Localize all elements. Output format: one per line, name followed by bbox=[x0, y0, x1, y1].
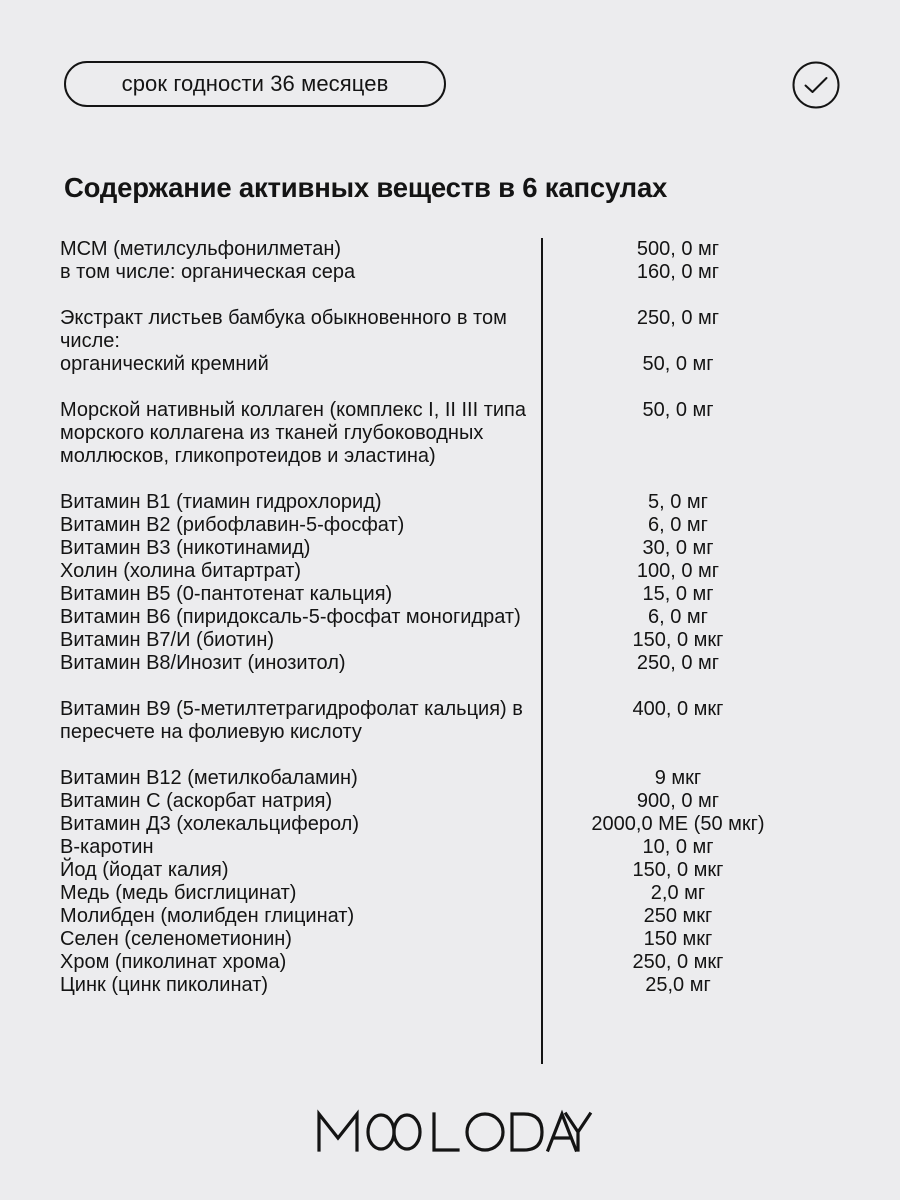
ingredient-amount: 2,0 мг bbox=[650, 882, 706, 904]
ingredient-amount: 160, 0 мг bbox=[636, 261, 720, 283]
table-row bbox=[60, 560, 840, 583]
ingredient-amount: 100, 0 мг bbox=[636, 560, 720, 582]
ingredient-amount: 250, 0 мкг bbox=[632, 951, 724, 973]
ingredient-amount: 6, 0 мг bbox=[648, 606, 708, 628]
table-row bbox=[60, 859, 840, 882]
shelf-life-label: срок годности 36 месяцев bbox=[121, 71, 389, 96]
table-row bbox=[60, 790, 840, 813]
ingredient-name: Витамин В12 (метилкобаламин) bbox=[60, 767, 358, 789]
table-row bbox=[60, 698, 840, 744]
ingredient-name: органический кремний bbox=[60, 353, 269, 375]
ingredient-amount: 150 мкг bbox=[643, 928, 713, 950]
table-row bbox=[60, 491, 840, 514]
ingredient-name: Витамин В9 (5-метилтетрагидрофолат кальция) в пересчете на фолиевую кислоту bbox=[60, 698, 523, 743]
table-row bbox=[60, 813, 840, 836]
shelf-life-badge bbox=[64, 61, 446, 107]
table-row bbox=[60, 836, 840, 859]
ingredient-name: Витамин В6 (пиридоксаль-5-фосфат моногидрат) bbox=[60, 606, 521, 628]
ingredient-name: в том числе: органическая сера bbox=[60, 261, 356, 283]
table-row bbox=[60, 974, 840, 997]
ingredient-name: Хром (пиколинат хрома) bbox=[60, 951, 287, 973]
ingredient-amount: 5, 0 мг bbox=[648, 491, 708, 513]
ingredient-amount: 6, 0 мг bbox=[648, 514, 708, 536]
ingredient-amount: 250, 0 мг bbox=[636, 652, 720, 674]
table-row bbox=[60, 583, 840, 606]
table-row bbox=[60, 238, 840, 261]
ingredient-amount: 50, 0 мг bbox=[642, 353, 714, 375]
ingredient-name: Цинк (цинк пиколинат) bbox=[60, 974, 269, 996]
ingredient-amount: 15, 0 мг bbox=[642, 583, 714, 605]
ingredient-amount: 10, 0 мг bbox=[642, 836, 714, 858]
table-row bbox=[60, 905, 840, 928]
table-row bbox=[60, 353, 840, 376]
ingredient-amount: 150, 0 мкг bbox=[632, 629, 724, 651]
ingredient-amount: 25,0 мг bbox=[645, 974, 711, 996]
brand-logo bbox=[0, 1102, 900, 1162]
table-row bbox=[60, 261, 840, 284]
ingredient-name: Медь (медь бисглицинат) bbox=[60, 882, 297, 904]
table-row bbox=[60, 767, 840, 790]
table-row bbox=[60, 606, 840, 629]
ingredient-amount: 400, 0 мкг bbox=[632, 698, 724, 720]
ingredient-amount: 50, 0 мг bbox=[642, 399, 714, 421]
ingredient-amount: 30, 0 мг bbox=[642, 537, 714, 559]
ingredient-name: Витамин В5 (0-пантотенат кальция) bbox=[60, 583, 393, 605]
ingredient-name: Витамин В7/И (биотин) bbox=[60, 629, 275, 651]
ingredient-name: МСМ (метилсульфонилметан) bbox=[60, 238, 342, 260]
table-row bbox=[60, 882, 840, 905]
ingredient-name: Витамин Д3 (холекальциферол) bbox=[60, 813, 359, 835]
table-row bbox=[60, 652, 840, 675]
ingredient-name: Витамин В1 (тиамин гидрохлорид) bbox=[60, 491, 382, 513]
ingredient-name: В-каротин bbox=[60, 836, 154, 858]
ingredient-name: Витамин С (аскорбат натрия) bbox=[60, 790, 333, 812]
ingredient-amount: 500, 0 мг bbox=[636, 238, 720, 260]
table-row bbox=[60, 537, 840, 560]
ingredient-name: Йод (йодат калия) bbox=[60, 859, 229, 881]
ingredient-amount: 900, 0 мг bbox=[636, 790, 720, 812]
brand-logo-text: MOLODAY bbox=[450, 1160, 455, 1161]
table-row bbox=[60, 514, 840, 537]
ingredient-name: Морской нативный коллаген (комплекс I, II III типа морского коллагена из тканей глубоководных моллюсков, гликопротеидов и эластина) bbox=[60, 399, 527, 467]
ingredient-amount: 2000,0 МЕ (50 мкг) bbox=[591, 813, 765, 835]
ingredient-name: Витамин В3 (никотинамид) bbox=[60, 537, 311, 559]
table-row bbox=[60, 399, 840, 468]
ingredient-name: Селен (селенометионин) bbox=[60, 928, 292, 950]
ingredient-amount: 150, 0 мкг bbox=[632, 859, 724, 881]
table-row bbox=[60, 629, 840, 652]
ingredient-name: Молибден (молибден глицинат) bbox=[60, 905, 355, 927]
ingredient-amount: 250 мкг bbox=[643, 905, 713, 927]
ingredient-amount: 250, 0 мг bbox=[636, 307, 720, 329]
table-row bbox=[60, 307, 840, 353]
table-row bbox=[60, 951, 840, 974]
table-row bbox=[60, 928, 840, 951]
ingredient-name: Витамин В8/Инозит (инозитол) bbox=[60, 652, 346, 674]
check-circle-icon bbox=[792, 61, 840, 109]
ingredient-name: Витамин В2 (рибофлавин-5-фосфат) bbox=[60, 514, 405, 536]
ingredient-name: Экстракт листьев бамбука обыкновенного в том числе: bbox=[60, 307, 507, 352]
ingredient-amount: 9 мкг bbox=[654, 767, 702, 789]
composition-table bbox=[60, 238, 840, 997]
ingredient-name: Холин (холина битартрат) bbox=[60, 560, 302, 582]
page-title: Содержание активных веществ в 6 капсулах bbox=[64, 172, 668, 203]
